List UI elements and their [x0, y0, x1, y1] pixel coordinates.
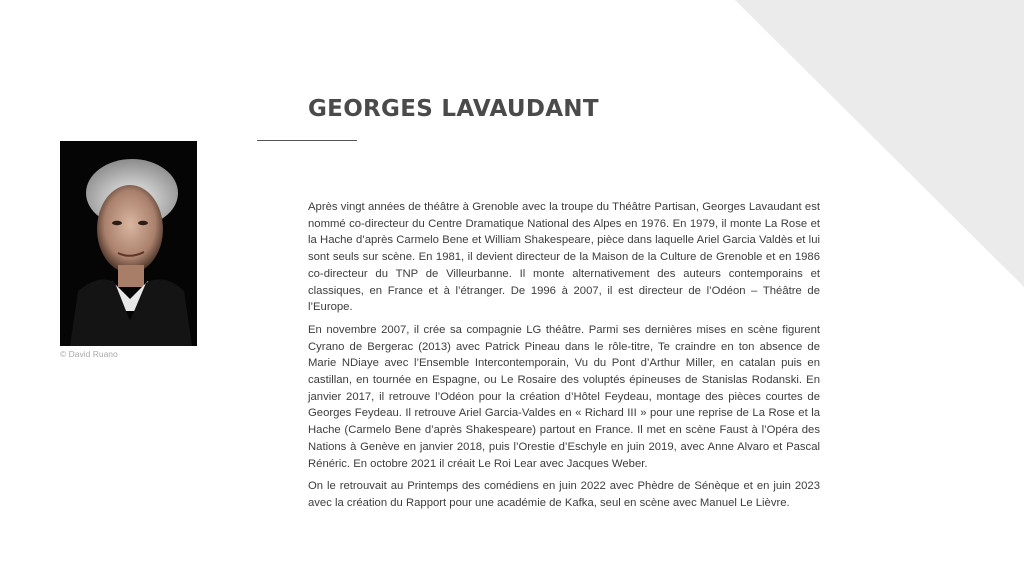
- bio-paragraph: En novembre 2007, il crée sa compagnie LG théâtre. Parmi ses dernières mises en scène figurent Cyrano de Bergerac (2013) avec Patrick Pineau dans le rôle-titre, Te craindre en ton absence de Marie NDiaye avec l’Ensemble Intercontemporain, Vu du Pont d’Arthur Miller, en catalan puis en castillan, en tournée en Espagne, ou Le Rosaire des voluptés épineuses de Stanislas Rodanski. En janvier 2017, il retrouve l’Odéon pour la création d’Hôtel Feydeau, montage des pièces courtes de Georges Feydeau. Il retrouve Ariel Garcia-Valdes en « Richard III » pour une reprise de La Rose et la Hache (Carmelo Bene d’après Shakespeare) partout en France. Il met en scène Faust à l’Opéra des Nations à Genève en janvier 2018, puis l’Orestie d’Eschyle en juin 2019, avec Anne Alvaro et Pascal Rénéric. En octobre 2021 il créait Le Roi Lear avec Jacques Weber.: [308, 323, 820, 470]
- title-divider: [257, 140, 357, 141]
- bio-paragraph: On le retrouvait au Printemps des comédiens en juin 2022 avec Phèdre de Sénèque et en juin 2023 avec la création du Rapport pour une académie de Kafka, seul en scène avec Manuel Le Lièvre.: [308, 480, 820, 509]
- bio-paragraph: Après vingt années de théâtre à Grenoble avec la troupe du Théâtre Partisan, Georges Lavaudant est nommé co-directeur du Centre Dramatique National des Alpes en 1976. En 1979, il monte La Rose et la Hache d’après Carmelo Bene et William Shakespeare, pièce dans laquelle Ariel Garcia Valdès et lui sont seuls sur scène. En 1981, il devient directeur de la Maison de la Culture de Grenoble et en 1986 co-directeur du TNP de Villeurbanne. Il monte alternativement des auteurs contemporains et classiques, en France et à l’étranger. De 1996 à 2007, il est directeur de l’Odéon – Théâtre de l’Europe.: [308, 201, 820, 314]
- page-title: GEORGES LAVAUDANT: [308, 96, 599, 122]
- portrait-photo: [60, 141, 197, 346]
- biography: [308, 199, 820, 518]
- photo-credit: © David Ruano: [60, 349, 118, 359]
